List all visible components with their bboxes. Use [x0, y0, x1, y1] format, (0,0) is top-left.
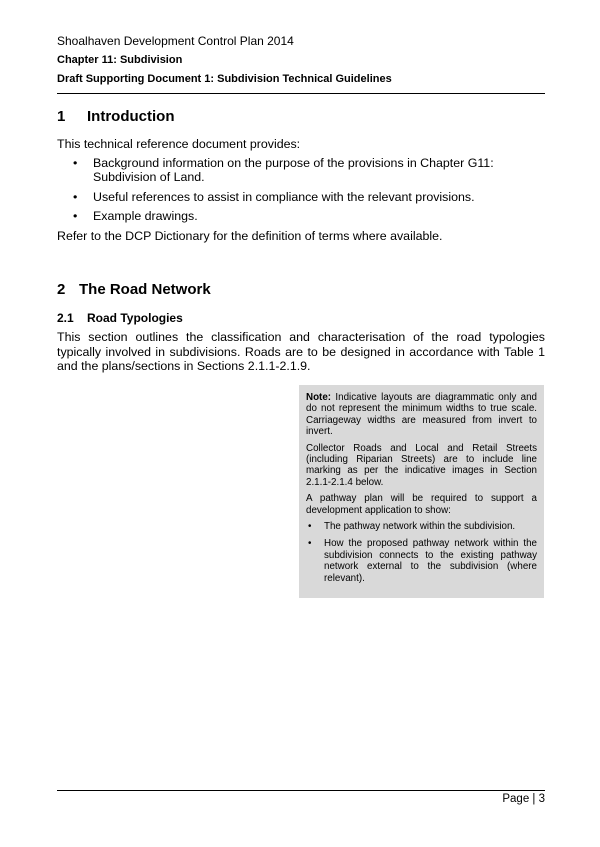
footer-divider [57, 790, 545, 791]
subsection-2-1-paragraph: This section outlines the classification and characterisation of the road typologies typically involved in subdivisions. Roads are to be designed in accordance with Table 1 and the plans/sections in Sections 2.1.1-2.1.9. [57, 330, 545, 373]
section-2-title: The Road Network [79, 281, 211, 298]
list-item [306, 538, 537, 584]
bullet-icon: • [73, 209, 78, 223]
section-1-title: Introduction [87, 108, 175, 125]
list-item-text: Example drawings. [93, 209, 198, 223]
note-paragraph-2: Collector Roads and Local and Retail Streets (including Riparian Streets) are to include line marking as per the indicative images in Section 2.1.1-2.1.4 below. [306, 442, 537, 488]
page-content [57, 108, 545, 374]
section-2-heading [57, 281, 545, 299]
bullet-icon: • [308, 538, 312, 550]
list-item [57, 209, 545, 224]
header-document-title: Draft Supporting Document 1: Subdivision Technical Guidelines [57, 73, 392, 85]
list-item-text: How the proposed pathway network within the subdivision connects to the existing pathway network external to the subdivision (where relevant). [324, 538, 537, 584]
page-header [57, 34, 545, 87]
note-box [299, 385, 544, 598]
note-text-1: Indicative layouts are diagrammatic only and do not represent the minimum widths to true scale. Carriageway widths are measured from invert to invert. [306, 392, 537, 438]
subsection-2-1-number: 2.1 [57, 311, 74, 325]
subsection-2-1-heading [57, 311, 545, 326]
subsection-2-1-title: Road Typologies [87, 311, 183, 325]
list-item-text: Background information on the purpose of the provisions in Chapter G11: Subdivision of Land. [93, 155, 494, 184]
section-1-number: 1 [57, 108, 66, 125]
note-paragraph-1 [306, 392, 537, 438]
section-1-bullet-list [57, 156, 545, 224]
list-item [306, 521, 537, 532]
section-2-number: 2 [57, 281, 66, 298]
note-label: Note: [306, 392, 332, 403]
list-item-text: The pathway network within the subdivision. [324, 521, 516, 533]
note-bullet-list [306, 521, 537, 584]
list-item [57, 156, 545, 185]
section-1-refer-text: Refer to the DCP Dictionary for the definition of terms where available. [57, 228, 443, 243]
header-divider [57, 93, 545, 94]
page-number: Page | 3 [502, 793, 545, 805]
list-item [57, 190, 545, 205]
note-paragraph-3: A pathway plan will be required to support a development application to show: [306, 493, 537, 516]
section-1-heading [57, 108, 545, 126]
bullet-icon: • [73, 155, 78, 170]
page-footer [57, 792, 545, 806]
bullet-icon: • [308, 521, 312, 533]
bullet-icon: • [73, 189, 78, 204]
header-plan-title: Shoalhaven Development Control Plan 2014 [57, 34, 294, 48]
list-item-text: Useful references to assist in compliance with the relevant provisions. [93, 189, 475, 204]
section-1-intro: This technical reference document provides: [57, 137, 301, 151]
header-chapter-title: Chapter 11: Subdivision [57, 54, 183, 66]
